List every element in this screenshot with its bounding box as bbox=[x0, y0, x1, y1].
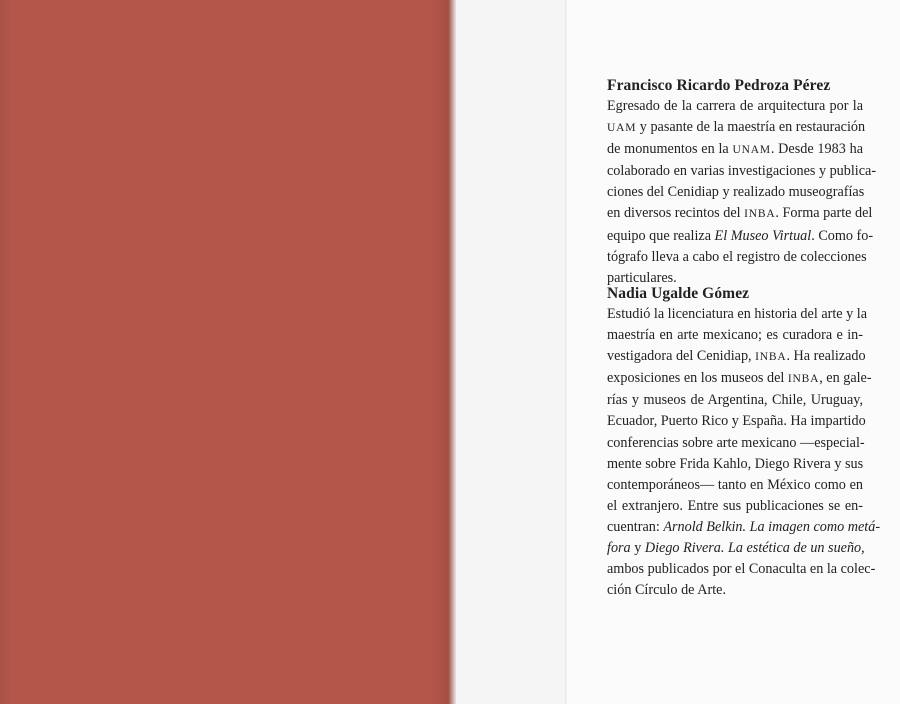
text-run: ambos publicados por el Conaculta en la colec- bbox=[607, 561, 876, 578]
italic-title: Arnold Belkin. La imagen como metá- bbox=[663, 518, 881, 535]
italic-title: fora bbox=[607, 540, 631, 557]
italic-title: Diego Rivera. La estética de un sueño bbox=[644, 540, 862, 557]
text-line bbox=[607, 496, 863, 517]
text-run: de monumentos en la bbox=[607, 141, 733, 158]
text-run: , en gale- bbox=[819, 370, 872, 387]
text-line bbox=[607, 304, 868, 325]
author-name: Nadia Ugalde Gómez bbox=[607, 285, 750, 302]
bio-body bbox=[607, 96, 877, 289]
author-bio-ugalde bbox=[607, 283, 881, 601]
text-line bbox=[607, 161, 877, 182]
acronym: UNAM bbox=[732, 144, 771, 157]
text-line bbox=[607, 580, 863, 601]
text-line bbox=[607, 368, 872, 390]
text-line bbox=[607, 411, 866, 432]
acronym: UAM bbox=[607, 122, 637, 135]
text-run: vestigadora del Cenidiap, bbox=[607, 348, 756, 365]
author-name: Francisco Ricardo Pedroza Pérez bbox=[607, 77, 831, 94]
bio-body bbox=[607, 304, 881, 601]
text-run: rías y museos de Argentina, Chile, Uruguay, bbox=[607, 392, 863, 409]
text-line bbox=[607, 517, 881, 538]
text-run: tógrafo lleva a cabo el registro de colecciones bbox=[607, 248, 867, 265]
text-run: y bbox=[630, 540, 645, 557]
text-line bbox=[607, 182, 863, 203]
text-line bbox=[607, 559, 876, 580]
text-run: Estudió la licenciatura en historia del arte y la bbox=[607, 306, 868, 322]
text-run: , bbox=[861, 540, 865, 557]
text-run: contemporáneos— tanto en México como en bbox=[607, 476, 863, 493]
text-run: cuentran: bbox=[607, 518, 664, 535]
text-run: Ecuador, Puerto Rico y España. Ha impartido bbox=[607, 413, 866, 430]
text-run: en diversos recintos del bbox=[607, 205, 745, 222]
text-run: particulares. bbox=[607, 269, 677, 286]
text-line bbox=[607, 325, 863, 346]
text-line bbox=[607, 226, 874, 247]
text-run: mente sobre Frida Kahlo, Diego Rivera y sus bbox=[607, 455, 864, 472]
text-line bbox=[607, 538, 863, 559]
text-line bbox=[607, 117, 866, 139]
text-run: maestría en arte mexicano; es curadora e in- bbox=[607, 327, 863, 344]
text-run: Egresado de la carrera de arquitectura por la bbox=[607, 98, 863, 114]
text-run: y pasante de la maestría en restauración bbox=[636, 119, 866, 136]
text-run: ciones del Cenidiap y realizado museografías bbox=[607, 184, 865, 201]
acronym: INBA bbox=[755, 351, 787, 364]
text-line bbox=[607, 139, 863, 161]
text-line bbox=[607, 475, 863, 496]
text-run: colaborado en varias investigaciones y publica- bbox=[607, 163, 877, 180]
text-line bbox=[607, 346, 866, 368]
text-run: el extranjero. Entre sus publicaciones se en- bbox=[607, 497, 863, 514]
text-run: exposiciones en los museos del bbox=[607, 370, 788, 387]
text-run: equipo que realiza bbox=[607, 227, 715, 244]
text-line bbox=[607, 390, 863, 411]
text-run: conferencias sobre arte mexicano —especial- bbox=[607, 434, 865, 451]
text-run: . Forma parte del bbox=[775, 205, 873, 222]
book-gutter bbox=[448, 0, 456, 704]
italic-title: El Museo Virtual bbox=[714, 227, 812, 244]
text-line bbox=[607, 247, 867, 268]
author-bio-pedroza bbox=[607, 75, 877, 289]
text-run: ción Círculo de Arte. bbox=[607, 582, 726, 599]
text-line bbox=[607, 454, 863, 475]
acronym: INBA bbox=[787, 373, 820, 386]
acronym: INBA bbox=[744, 208, 776, 221]
text-line bbox=[607, 433, 863, 454]
text-run: . Ha realizado bbox=[786, 348, 866, 365]
text-line bbox=[607, 203, 873, 225]
text-line bbox=[607, 96, 863, 117]
text-run: . Como fo- bbox=[811, 227, 874, 244]
text-run: . Desde 1983 ha bbox=[770, 141, 863, 158]
